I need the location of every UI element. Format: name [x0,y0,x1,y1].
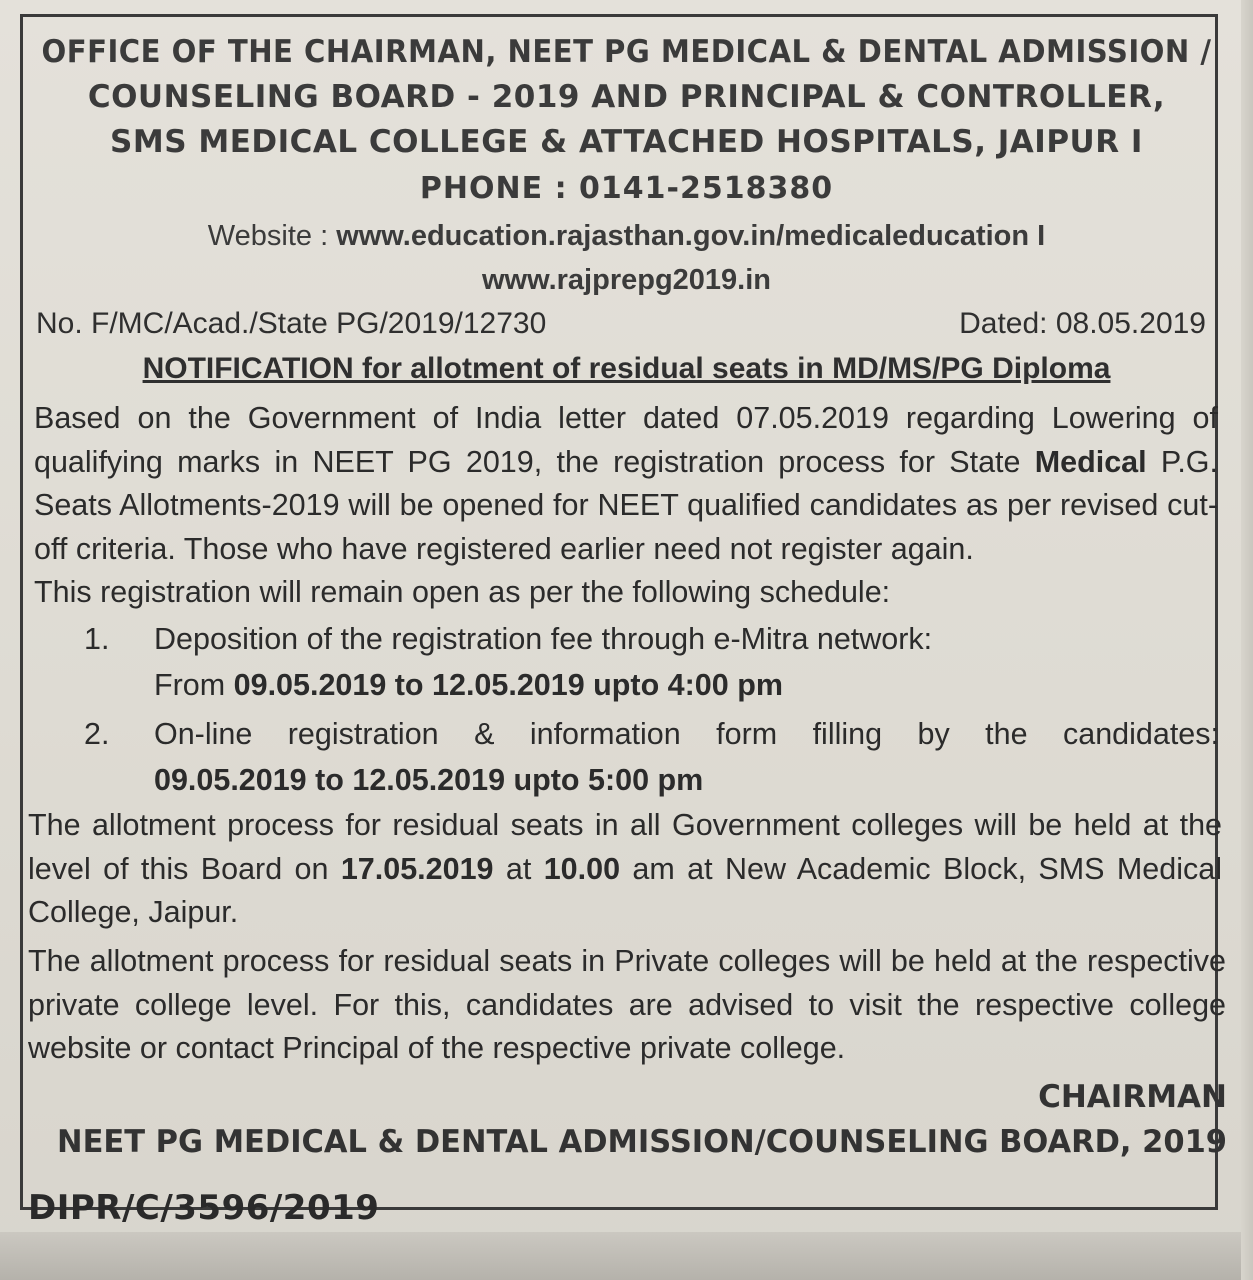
schedule-item-dates-bold: 09.05.2019 to 12.05.2019 upto 4:00 pm [233,668,783,702]
schedule-item-text: Deposition of the registration fee through e-Mitra network: [154,622,933,656]
website-label: Website : [207,220,337,252]
header-line-1: OFFICE OF THE CHAIRMAN, NEET PG MEDICAL & DENTAL ADMISSION / [41,34,1212,70]
page-edge [1241,0,1253,1280]
phone-number: PHONE : 0141-2518380 [419,171,834,206]
paragraph-1-text-b: P.G. Seats Allotments-2019 will be opened for NEET qualified candidates as per revised cut-off criteria. Those who have registered earlier need not register again. [34,444,1218,566]
dipr-code: DIPR/C/3596/2019 [28,1188,380,1228]
schedule-item-number: 2. [84,717,110,751]
header-line-3: SMS MEDICAL COLLEGE & ATTACHED HOSPITALS, JAIPUR I [110,124,1143,160]
website-line-1 [0,220,1253,253]
schedule-item-dates-prefix: From [154,668,234,702]
schedule-intro: This registration will remain open as per the following schedule: [34,575,891,609]
schedule-item-text: On-line registration & information form filling by the candidates: [154,717,1219,751]
bottom-strip [0,1232,1253,1280]
website-url-2: www.rajprepg2019.in [481,264,772,296]
paragraph-1 [34,397,1218,571]
schedule-item-dates [154,663,783,708]
signature-board: NEET PG MEDICAL & DENTAL ADMISSION/COUNSELING BOARD, 2019 [57,1124,1227,1160]
notification-title: NOTIFICATION for allotment of residual seats in MD/MS/PG Diploma [142,352,1111,385]
schedule-item-dates: 09.05.2019 to 12.05.2019 upto 5:00 pm [154,763,704,797]
paragraph-2 [28,804,1222,935]
signature-title: CHAIRMAN [1038,1079,1227,1115]
website-url-1: www.education.rajasthan.gov.in/medicaleducation I [336,220,1046,252]
paragraph-1-bold: Medical [1034,444,1147,479]
reference-date: Dated: 08.05.2019 [959,307,1206,340]
paragraph-2-date: 17.05.2019 [340,851,494,886]
header-line-2: COUNSELING BOARD - 2019 AND PRINCIPAL & CONTROLLER, [87,79,1166,115]
schedule-item-number: 1. [84,622,110,656]
paragraph-2-time: 10.00 [543,851,621,886]
reference-number: No. F/MC/Acad./State PG/2019/12730 [36,307,547,340]
paragraph-1-text-a: Based on the Government of India letter dated 07.05.2019 regarding Lowering of qualifying marks in NEET PG 2019, the registration process for State [34,401,1218,479]
paragraph-2-text-c: am at New Academic Block, SMS Medical College, Jaipur. [28,851,1222,929]
paragraph-2-text-a: The allotment process for residual seats in all Government colleges will be held at the level of this Board on [28,808,1222,886]
paragraph-3: The allotment process for residual seats in Private colleges will be held at the respective private college level. For this, candidates are advised to visit the respective college website or contact Principal of the respective private college. [28,944,1226,1065]
paragraph-2-text-b: at [493,851,544,886]
